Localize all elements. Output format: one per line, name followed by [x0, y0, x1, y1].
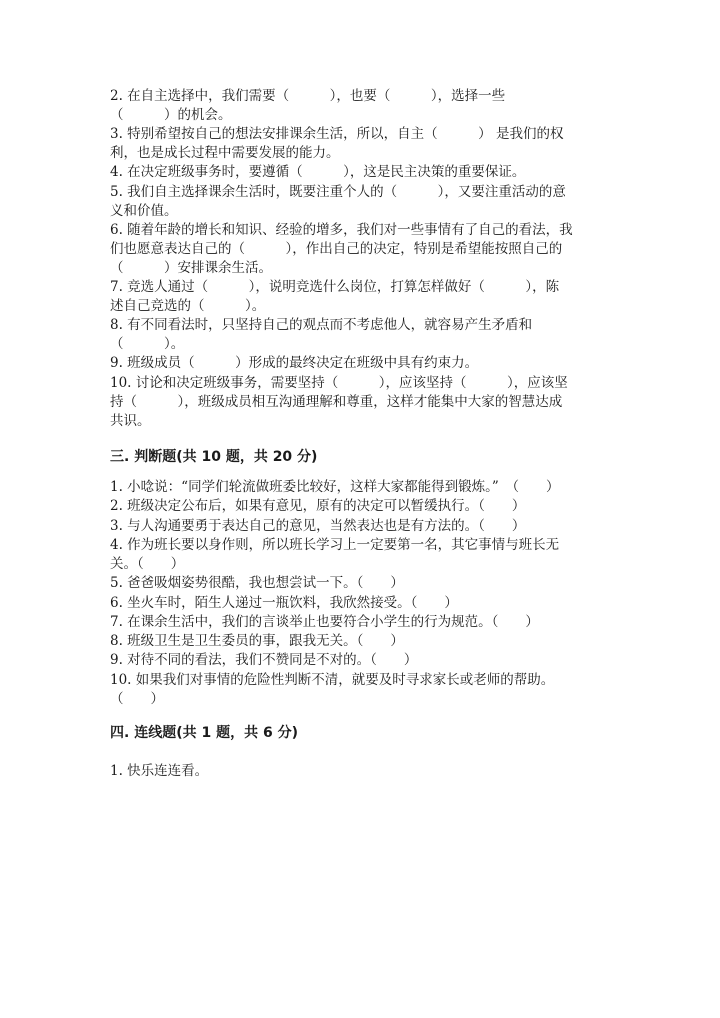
section-4-title: 四. 连线题(共 1 题，共 6 分) — [110, 725, 298, 741]
question-line: 3. 特别希望按自己的想法安排课余生活，所以，自主（ ） 是我们的权 — [110, 126, 564, 143]
question-line: （ ）的机会。 — [110, 107, 232, 123]
question-line: 义和价值。 — [110, 202, 178, 219]
question-line: （ ） — [110, 690, 164, 707]
question-line: 5. 我们自主选择课余生活时，既要注重个人的（ ），又要注重活动的意 — [110, 183, 566, 200]
question-line: 10. 讨论和决定班级事务，需要坚持（ ），应该坚持（ ），应该坚 — [110, 374, 568, 391]
question-line: 7. 竞选人通过（ ），说明竞选什么岗位，打算怎样做好（ ），陈 — [110, 279, 560, 295]
question-line: 6. 坐火车时，陌生人递过一瓶饮料，我欣然接受。（ ） — [110, 594, 458, 611]
question-line: 利，也是成长过程中需要发展的能力。 — [110, 145, 340, 162]
question-line: （ ）。 — [110, 336, 185, 353]
question-line: 2. 班级决定公布后，如果有意见，原有的决定可以暂缓执行。（ ） — [110, 498, 526, 515]
question-line: 3. 与人沟通要勇于表达自己的意见，当然表达也是有方法的。（ ） — [110, 517, 526, 534]
question-line: 8. 班级卫生是卫生委员的事，跟我无关。（ ） — [110, 633, 404, 650]
question-line: 10. 如果我们对事情的危险性判断不清，就要及时寻求家长或老师的帮助。 — [110, 671, 555, 688]
section-3-title: 三. 判断题(共 10 题，共 20 分) — [110, 449, 318, 465]
matching-question: 1. 快乐连连看。 — [110, 763, 209, 779]
question-line: 9. 班级成员（ ）形成的最终决定在班级中具有约束力。 — [110, 355, 479, 372]
question-line: 4. 作为班长要以身作则，所以班长学习上一定要第一名，其它事情与班长无 — [110, 536, 560, 553]
question-line: 共识。 — [110, 412, 151, 429]
question-line: 2. 在自主选择中，我们需要（ ），也要（ ），选择一些 — [110, 88, 506, 104]
question-line: 6. 随着年龄的增长和知识、经验的增多，我们对一些事情有了自己的看法，我 — [110, 221, 573, 238]
question-line: 8. 有不同看法时，只坚持自己的观点而不考虑他人，就容易产生矛盾和 — [110, 317, 533, 334]
question-line: 述自己竞选的（ ）。 — [110, 298, 266, 314]
question-line: 持（ ），班级成员相互沟通理解和尊重，这样才能集中大家的智慧达成 — [110, 393, 563, 410]
question-line: 9. 对待不同的看法，我们不赞同是不对的。（ ） — [110, 652, 418, 669]
question-line: 1. 小唸说：“同学们轮流做班委比较好，这样大家都能得到锻炼。” （ ） — [110, 479, 560, 495]
question-line: 们也愿意表达自己的（ ），作出自己的决定，特别是希望能按照自己的 — [110, 240, 563, 257]
question-line: （ ）安排课余生活。 — [110, 259, 272, 276]
question-line: 4. 在决定班级事务时，要遵循（ ），这是民主决策的重要保证。 — [110, 164, 526, 181]
question-line: 5. 爸爸吸烟姿势很酷，我也想尝试一下。（ ） — [110, 575, 404, 592]
question-line: 7. 在课余生活中，我们的言谈举止也要符合小学生的行为规范。（ ） — [110, 613, 539, 630]
question-line: 关。（ ） — [110, 555, 185, 572]
